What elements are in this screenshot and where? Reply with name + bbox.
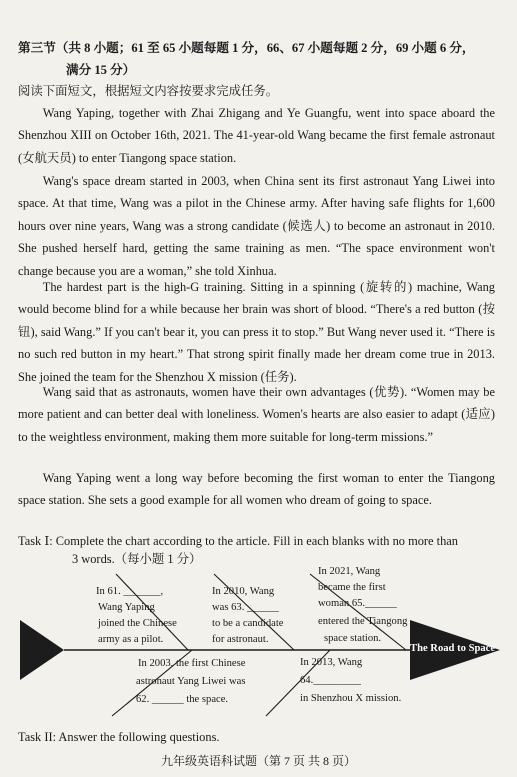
article-paragraph-4: Wang said that as astronauts, women have their own advantages (优势). “Women may be more patient and can better deal with loneliness. Women's hearts are also easier to adapt (适应) to the weightless environment, making them more suitable for long-term missions.” xyxy=(18,385,495,444)
article-paragraph-5: Wang Yaping went a long way before becoming the first woman to enter the Tiangong space station. She sets a good example for all women who dream of going to space. xyxy=(18,471,495,508)
node-65-line3: entered the Tiangong xyxy=(318,616,408,627)
node-65-line4: space station. xyxy=(324,633,382,644)
node-61-line2: Wang Yaping xyxy=(98,602,155,613)
node-62-line3: 62. ______ the space. xyxy=(136,694,229,705)
task2-instruction: Task II: Answer the following questions. xyxy=(18,730,220,744)
task1-instruction: Task Ⅰ: Complete the chart according to the article. Fill in each blanks with no more than xyxy=(18,534,458,548)
node-61-line4: army as a pilot. xyxy=(98,634,164,645)
section-instruction: 阅读下面短文，根据短文内容按要求完成任务。 xyxy=(18,84,279,98)
node-61-line3: joined the Chinese xyxy=(98,618,177,629)
node-63-line3: to be a candidate xyxy=(212,618,284,629)
node-63-line1: In 2010, Wang xyxy=(212,586,275,597)
node-62-line2: astronaut Yang Liwei was xyxy=(136,676,246,687)
node-62-line1: In 2003, the first Chinese xyxy=(138,658,246,669)
fish-head-label: The Road to Space xyxy=(410,643,496,654)
fishbone-chart xyxy=(18,568,500,718)
node-64-line1: In 2013, Wang xyxy=(300,657,363,668)
node-65-line1: became the first xyxy=(318,582,386,593)
node-65-line0: In 2021, Wang xyxy=(318,566,381,577)
node-65-line2: woman 65.______ xyxy=(318,598,397,609)
node-63-line2: was 63. ______ xyxy=(212,602,279,613)
article-paragraph-2: Wang's space dream started in 2003, when China sent its first astronaut Yang Liwei into space. At that time, Wang was a pilot in the Chinese army. After having safe flights for 1,600 hours over nine years, Wang was a strong candidate (候选人) to become an astronaut in 2010. She pushed herself hard, getting the same training as men. “The space environment won't change because you are a woman,” she told Xinhua. xyxy=(18,174,495,278)
task1-word-limit: 3 words.（每小题 1 分） xyxy=(72,552,202,566)
section-heading-score: 满分 15 分） xyxy=(66,63,136,77)
node-64-line3: in Shenzhou X mission. xyxy=(300,693,402,704)
page-footer: 九年级英语科试题（第 7 页 共 8 页） xyxy=(160,754,356,768)
node-63-line4: for astronaut. xyxy=(212,634,269,645)
article-paragraph-3: The hardest part is the high-G training. Sitting in a spinning (旋转的) machine, Wang would become blind for a while because her brain was short of blood. “There's a red button (按钮), said Wang.” If you can't bear it, you can press it to stop.” But Wang never used it. “There is no such red button in my heart.” That strong spirit finally made her dream come true in 2013. She joined the team for the Shenzhou X mission (任务). xyxy=(18,280,495,384)
article-paragraph-1: Wang Yaping, together with Zhai Zhigang and Ye Guangfu, went into space aboard the Shenzhou XIII on October 16th, 2021. The 41-year-old Wang became the first female astronaut (女航天员) to enter Tiangong space station. xyxy=(18,106,495,165)
node-61-line1: In 61. _______, xyxy=(96,586,164,597)
fish-tail-shape xyxy=(20,620,64,680)
section-heading: 第三节（共 8 小题；61 至 65 小题每题 1 分，66、67 小题每题 2 分，69 小题 6 分， xyxy=(18,41,475,55)
node-64-line2: 64._________ xyxy=(300,675,361,686)
